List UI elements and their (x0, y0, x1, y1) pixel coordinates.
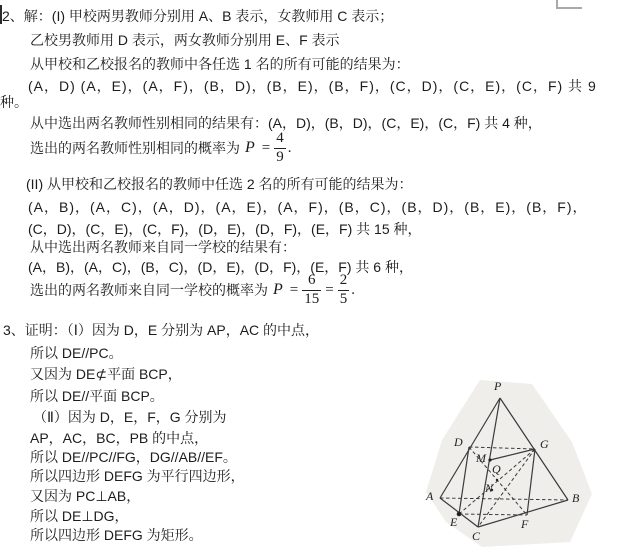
math-period: . (351, 281, 355, 298)
figure-point-label-N: N (485, 481, 494, 495)
textbox-corner-mark (556, 0, 582, 9)
figure-point-label-A: A (426, 489, 434, 503)
formula-prefix: 选出的两名教师来自同一学校的概率为 (30, 282, 268, 298)
text-line: 又因为 PC⊥AB， (30, 488, 141, 504)
text-line: (II) 从甲校和乙校报名的教师中任选 2 名的所有可能的结果为： (26, 176, 413, 192)
tetrahedron-figure (420, 372, 598, 548)
math-variable-p: P (245, 139, 255, 156)
figure-point-label-E: E (450, 515, 458, 529)
text-line: 从甲校和乙校报名的教师中各任选 1 名的所有可能的结果为： (30, 56, 410, 72)
fraction-denominator: 15 (304, 290, 320, 307)
text-line: AP，AC，BC，PB 的中点， (30, 430, 209, 446)
text-line: (A，B)，(A，C)，(A，D)，(A，E)，(A，F)，(B，C)，(B，D)，(B，E)，(B，F)， (28, 199, 588, 215)
fraction-4-9 (274, 130, 286, 166)
text-line: 所以 DE//平面 BCP。 (30, 388, 164, 404)
tetrahedron-figure-svg (420, 372, 598, 548)
fraction-numerator: 4 (276, 130, 284, 147)
text-line: 所以 DE⊥DG， (30, 508, 129, 524)
probability-formula-same-gender (30, 126, 292, 170)
figure-point-label-P: P (494, 379, 502, 393)
text-line: （Ⅱ）因为 D，E，F，G 分别为 (33, 409, 227, 425)
math-equals: = (325, 281, 334, 298)
math-period: . (287, 139, 292, 156)
math-equals: = (289, 281, 299, 298)
math-variable-p: P (273, 281, 283, 298)
text-line: 从中选出两名教师来自同一学校的结果有： (30, 239, 296, 255)
fraction-denominator: 9 (276, 148, 284, 165)
figure-point-label-Q: Q (492, 462, 501, 476)
text-line: 2、解：(I) 甲校两男教师分别用 A、B 表示，女教师用 C 表示； (2, 8, 394, 24)
text-line: 又因为 DE⊄平面 BCP， (30, 366, 182, 382)
text-line: 所以 DE//PC。 (30, 345, 123, 361)
text-line: 乙校男教师用 D 表示，两女教师分别用 E、F 表示 (30, 32, 340, 48)
text-line: 从中选出两名教师性别相同的结果有：(A，D)，(B，D)，(C，E)，(C，F) 共 4 种， (30, 115, 542, 131)
text-line: (A，B)，(A，C)，(B，C)，(D，E)，(D，F)，(E，F) 共 6 种， (28, 259, 413, 275)
text-line: 种。 (0, 94, 28, 110)
fraction-numerator: 6 (308, 272, 316, 289)
probability-formula-same-school (30, 268, 355, 312)
text-line: 所以 DE//PC//FG，DG//AB//EF。 (30, 449, 237, 465)
text-line: (C，D)，(C，E)，(C，F)，(D，E)，(D，F)，(E，F) 共 15 种， (28, 221, 422, 237)
fraction-2-5 (338, 272, 350, 308)
fraction-6-15 (302, 272, 321, 308)
fraction-numerator: 2 (339, 272, 348, 289)
figure-point-label-C: C (472, 529, 481, 543)
text-line: (A，D) (A，E)，(A，F)，(B，D)，(B，E)，(B，F)，(C，D)，(C，E)，(C，F) 共 9 (28, 78, 597, 94)
figure-point-label-D: D (454, 435, 463, 449)
figure-point-label-G: G (540, 437, 549, 451)
figure-point-label-M: M (476, 451, 486, 465)
figure-point-label-F: F (521, 517, 529, 531)
text-line: 所以四边形 DEFG 为平行四边形， (30, 468, 245, 484)
fraction-denominator: 5 (339, 290, 348, 307)
figure-point-label-B: B (572, 491, 580, 505)
text-line: 所以四边形 DEFG 为矩形。 (30, 527, 203, 543)
math-equals: = (261, 139, 271, 156)
formula-prefix: 选出的两名教师性别相同的概率为 (30, 140, 240, 156)
text-line: 3、证明：（Ⅰ）因为 D，E 分别为 AP，AC 的中点， (3, 322, 320, 338)
